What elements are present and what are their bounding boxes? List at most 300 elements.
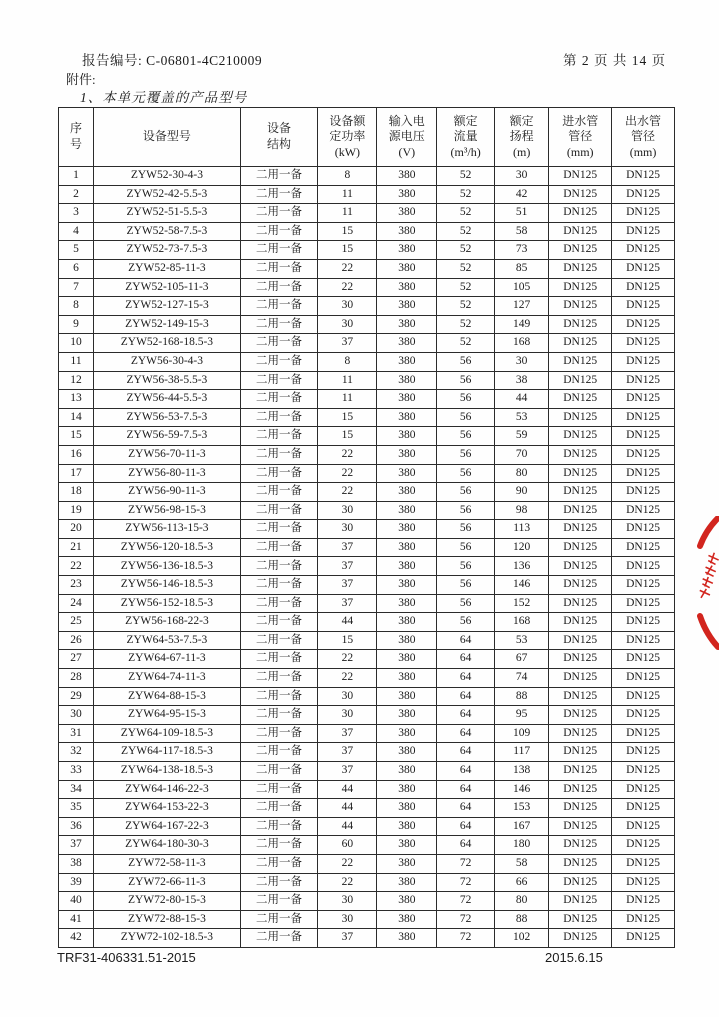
cell-rated-flow: 64	[437, 762, 495, 781]
cell-outlet-diameter: DN125	[612, 390, 675, 409]
cell-outlet-diameter: DN125	[612, 780, 675, 799]
cell-inlet-diameter: DN125	[549, 762, 612, 781]
cell-structure: 二用一备	[240, 669, 318, 688]
cell-index: 7	[59, 278, 94, 297]
table-row	[59, 278, 675, 297]
cell-rated-flow: 56	[437, 501, 495, 520]
table-row	[59, 464, 675, 483]
cell-model: ZYW52-58-7.5-3	[94, 222, 241, 241]
cell-input-voltage: 380	[377, 687, 437, 706]
table-row	[59, 445, 675, 464]
cell-outlet-diameter: DN125	[612, 408, 675, 427]
cell-index: 36	[59, 817, 94, 836]
cell-input-voltage: 380	[377, 576, 437, 595]
table-row	[59, 854, 675, 873]
cell-structure: 二用一备	[240, 892, 318, 911]
table-row	[59, 892, 675, 911]
cell-rated-power: 15	[318, 222, 377, 241]
cell-inlet-diameter: DN125	[549, 427, 612, 446]
table-row	[59, 929, 675, 948]
cell-index: 24	[59, 594, 94, 613]
cell-structure: 二用一备	[240, 352, 318, 371]
cell-input-voltage: 380	[377, 817, 437, 836]
cell-input-voltage: 380	[377, 185, 437, 204]
cell-rated-power: 44	[318, 780, 377, 799]
cell-rated-power: 22	[318, 669, 377, 688]
cell-index: 2	[59, 185, 94, 204]
cell-input-voltage: 380	[377, 873, 437, 892]
cell-outlet-diameter: DN125	[612, 167, 675, 186]
cell-rated-power: 30	[318, 501, 377, 520]
cell-input-voltage: 380	[377, 892, 437, 911]
cell-rated-flow: 56	[437, 538, 495, 557]
cell-rated-head: 42	[495, 185, 549, 204]
cell-rated-flow: 56	[437, 594, 495, 613]
table-row	[59, 222, 675, 241]
cell-input-voltage: 380	[377, 854, 437, 873]
cell-inlet-diameter: DN125	[549, 501, 612, 520]
cell-inlet-diameter: DN125	[549, 185, 612, 204]
cell-outlet-diameter: DN125	[612, 185, 675, 204]
cell-rated-flow: 56	[437, 483, 495, 502]
cell-rated-head: 168	[495, 334, 549, 353]
column-header-index: 序 号	[59, 108, 94, 167]
cell-model: ZYW56-44-5.5-3	[94, 390, 241, 409]
attachment-label: 附件:	[66, 72, 96, 87]
cell-rated-power: 30	[318, 706, 377, 725]
cell-rated-power: 44	[318, 799, 377, 818]
table-row	[59, 408, 675, 427]
table-row	[59, 352, 675, 371]
cell-model: ZYW72-88-15-3	[94, 910, 241, 929]
cell-rated-head: 30	[495, 352, 549, 371]
cell-rated-power: 22	[318, 259, 377, 278]
cell-outlet-diameter: DN125	[612, 445, 675, 464]
cell-index: 4	[59, 222, 94, 241]
cell-rated-head: 98	[495, 501, 549, 520]
cell-model: ZYW52-51-5.5-3	[94, 204, 241, 223]
cell-input-voltage: 380	[377, 631, 437, 650]
table-row	[59, 297, 675, 316]
cell-rated-head: 90	[495, 483, 549, 502]
cell-rated-head: 113	[495, 520, 549, 539]
cell-rated-power: 11	[318, 371, 377, 390]
cell-input-voltage: 380	[377, 706, 437, 725]
cell-rated-flow: 56	[437, 390, 495, 409]
cell-outlet-diameter: DN125	[612, 762, 675, 781]
cell-model: ZYW72-80-15-3	[94, 892, 241, 911]
cell-model: ZYW52-30-4-3	[94, 167, 241, 186]
cell-rated-head: 149	[495, 315, 549, 334]
cell-input-voltage: 380	[377, 167, 437, 186]
cell-rated-flow: 64	[437, 799, 495, 818]
table-row	[59, 185, 675, 204]
cell-outlet-diameter: DN125	[612, 297, 675, 316]
cell-model: ZYW56-70-11-3	[94, 445, 241, 464]
cell-inlet-diameter: DN125	[549, 483, 612, 502]
column-header-rated-power: 设备额 定功率 (kW)	[318, 108, 377, 167]
cell-outlet-diameter: DN125	[612, 910, 675, 929]
cell-rated-power: 8	[318, 352, 377, 371]
cell-outlet-diameter: DN125	[612, 892, 675, 911]
cell-index: 11	[59, 352, 94, 371]
cell-index: 39	[59, 873, 94, 892]
cell-outlet-diameter: DN125	[612, 557, 675, 576]
cell-rated-head: 58	[495, 854, 549, 873]
cell-input-voltage: 380	[377, 724, 437, 743]
column-header-rated-flow: 额定 流量 (m³/h)	[437, 108, 495, 167]
cell-outlet-diameter: DN125	[612, 631, 675, 650]
cell-outlet-diameter: DN125	[612, 464, 675, 483]
cell-rated-power: 37	[318, 576, 377, 595]
cell-inlet-diameter: DN125	[549, 241, 612, 260]
cell-structure: 二用一备	[240, 259, 318, 278]
cell-rated-flow: 72	[437, 910, 495, 929]
cell-outlet-diameter: DN125	[612, 799, 675, 818]
table-row	[59, 241, 675, 260]
cell-index: 37	[59, 836, 94, 855]
cell-structure: 二用一备	[240, 854, 318, 873]
cell-input-voltage: 380	[377, 259, 437, 278]
table-body	[59, 167, 675, 948]
cell-structure: 二用一备	[240, 501, 318, 520]
cell-rated-power: 8	[318, 167, 377, 186]
cell-rated-head: 152	[495, 594, 549, 613]
cell-input-voltage: 380	[377, 427, 437, 446]
cell-inlet-diameter: DN125	[549, 613, 612, 632]
cell-inlet-diameter: DN125	[549, 334, 612, 353]
cell-input-voltage: 380	[377, 557, 437, 576]
cell-model: ZYW56-120-18.5-3	[94, 538, 241, 557]
cell-outlet-diameter: DN125	[612, 873, 675, 892]
cell-inlet-diameter: DN125	[549, 854, 612, 873]
cell-model: ZYW56-146-18.5-3	[94, 576, 241, 595]
cell-rated-flow: 64	[437, 780, 495, 799]
cell-rated-power: 37	[318, 594, 377, 613]
cell-rated-head: 136	[495, 557, 549, 576]
cell-structure: 二用一备	[240, 557, 318, 576]
cell-index: 3	[59, 204, 94, 223]
table-row	[59, 836, 675, 855]
cell-rated-head: 88	[495, 687, 549, 706]
column-header-input-voltage: 输入电 源电压 (V)	[377, 108, 437, 167]
cell-inlet-diameter: DN125	[549, 408, 612, 427]
cell-structure: 二用一备	[240, 631, 318, 650]
cell-rated-flow: 56	[437, 371, 495, 390]
cell-inlet-diameter: DN125	[549, 204, 612, 223]
cell-input-voltage: 380	[377, 483, 437, 502]
cell-model: ZYW56-168-22-3	[94, 613, 241, 632]
cell-structure: 二用一备	[240, 799, 318, 818]
cell-structure: 二用一备	[240, 613, 318, 632]
cell-rated-flow: 72	[437, 873, 495, 892]
cell-index: 15	[59, 427, 94, 446]
cell-structure: 二用一备	[240, 687, 318, 706]
cell-inlet-diameter: DN125	[549, 669, 612, 688]
cell-index: 27	[59, 650, 94, 669]
cell-index: 5	[59, 241, 94, 260]
cell-inlet-diameter: DN125	[549, 222, 612, 241]
cell-model: ZYW64-180-30-3	[94, 836, 241, 855]
cell-rated-flow: 52	[437, 315, 495, 334]
cell-index: 22	[59, 557, 94, 576]
cell-model: ZYW56-30-4-3	[94, 352, 241, 371]
cell-inlet-diameter: DN125	[549, 910, 612, 929]
cell-rated-head: 74	[495, 669, 549, 688]
cell-rated-power: 30	[318, 910, 377, 929]
cell-inlet-diameter: DN125	[549, 464, 612, 483]
cell-inlet-diameter: DN125	[549, 687, 612, 706]
cell-rated-power: 22	[318, 650, 377, 669]
cell-input-voltage: 380	[377, 315, 437, 334]
cell-outlet-diameter: DN125	[612, 222, 675, 241]
table-row	[59, 873, 675, 892]
cell-structure: 二用一备	[240, 278, 318, 297]
cell-input-voltage: 380	[377, 910, 437, 929]
cell-rated-power: 37	[318, 929, 377, 948]
cell-input-voltage: 380	[377, 464, 437, 483]
cell-structure: 二用一备	[240, 297, 318, 316]
cell-outlet-diameter: DN125	[612, 427, 675, 446]
cell-index: 30	[59, 706, 94, 725]
cell-rated-power: 22	[318, 854, 377, 873]
cell-rated-flow: 64	[437, 669, 495, 688]
cell-outlet-diameter: DN125	[612, 854, 675, 873]
cell-input-voltage: 380	[377, 743, 437, 762]
cell-inlet-diameter: DN125	[549, 390, 612, 409]
cell-index: 42	[59, 929, 94, 948]
cell-inlet-diameter: DN125	[549, 780, 612, 799]
cell-structure: 二用一备	[240, 445, 318, 464]
cell-outlet-diameter: DN125	[612, 204, 675, 223]
cell-model: ZYW56-59-7.5-3	[94, 427, 241, 446]
cell-structure: 二用一备	[240, 836, 318, 855]
table-row	[59, 390, 675, 409]
cell-structure: 二用一备	[240, 520, 318, 539]
cell-model: ZYW56-90-11-3	[94, 483, 241, 502]
red-seal-stamp	[697, 516, 719, 650]
cell-inlet-diameter: DN125	[549, 576, 612, 595]
cell-rated-power: 37	[318, 743, 377, 762]
column-header-model: 设备型号	[94, 108, 241, 167]
cell-rated-flow: 64	[437, 687, 495, 706]
cell-outlet-diameter: DN125	[612, 352, 675, 371]
cell-model: ZYW64-117-18.5-3	[94, 743, 241, 762]
cell-index: 12	[59, 371, 94, 390]
cell-inlet-diameter: DN125	[549, 836, 612, 855]
cell-structure: 二用一备	[240, 241, 318, 260]
cell-structure: 二用一备	[240, 427, 318, 446]
table-row	[59, 520, 675, 539]
cell-rated-flow: 64	[437, 724, 495, 743]
report-number: 报告编号: C-06801-4C210009	[82, 53, 263, 68]
products-table-wrap	[58, 107, 675, 948]
cell-inlet-diameter: DN125	[549, 817, 612, 836]
table-row	[59, 650, 675, 669]
cell-model: ZYW56-152-18.5-3	[94, 594, 241, 613]
cell-rated-head: 105	[495, 278, 549, 297]
cell-index: 9	[59, 315, 94, 334]
table-row	[59, 762, 675, 781]
cell-model: ZYW52-168-18.5-3	[94, 334, 241, 353]
cell-model: ZYW64-109-18.5-3	[94, 724, 241, 743]
products-table	[58, 107, 675, 948]
cell-rated-power: 22	[318, 873, 377, 892]
cell-rated-flow: 72	[437, 929, 495, 948]
cell-input-voltage: 380	[377, 762, 437, 781]
cell-structure: 二用一备	[240, 780, 318, 799]
table-row	[59, 669, 675, 688]
cell-inlet-diameter: DN125	[549, 297, 612, 316]
cell-model: ZYW56-98-15-3	[94, 501, 241, 520]
cell-structure: 二用一备	[240, 650, 318, 669]
cell-inlet-diameter: DN125	[549, 650, 612, 669]
cell-rated-power: 30	[318, 297, 377, 316]
cell-outlet-diameter: DN125	[612, 483, 675, 502]
cell-rated-flow: 64	[437, 631, 495, 650]
table-head	[59, 108, 675, 167]
cell-rated-flow: 56	[437, 613, 495, 632]
cell-rated-head: 51	[495, 204, 549, 223]
cell-structure: 二用一备	[240, 538, 318, 557]
cell-inlet-diameter: DN125	[549, 724, 612, 743]
cell-rated-power: 37	[318, 334, 377, 353]
cell-inlet-diameter: DN125	[549, 315, 612, 334]
cell-inlet-diameter: DN125	[549, 594, 612, 613]
cell-rated-flow: 64	[437, 836, 495, 855]
table-row	[59, 501, 675, 520]
cell-outlet-diameter: DN125	[612, 613, 675, 632]
cell-index: 38	[59, 854, 94, 873]
cell-rated-head: 95	[495, 706, 549, 725]
cell-rated-power: 37	[318, 538, 377, 557]
cell-outlet-diameter: DN125	[612, 538, 675, 557]
cell-rated-power: 30	[318, 892, 377, 911]
table-row	[59, 706, 675, 725]
cell-inlet-diameter: DN125	[549, 743, 612, 762]
cell-structure: 二用一备	[240, 204, 318, 223]
cell-rated-flow: 64	[437, 650, 495, 669]
cell-rated-flow: 56	[437, 464, 495, 483]
cell-model: ZYW64-95-15-3	[94, 706, 241, 725]
table-row	[59, 334, 675, 353]
cell-structure: 二用一备	[240, 464, 318, 483]
cell-rated-flow: 52	[437, 297, 495, 316]
table-row	[59, 817, 675, 836]
cell-rated-flow: 56	[437, 427, 495, 446]
table-row	[59, 613, 675, 632]
table-row	[59, 204, 675, 223]
cell-rated-power: 37	[318, 557, 377, 576]
cell-inlet-diameter: DN125	[549, 520, 612, 539]
cell-structure: 二用一备	[240, 371, 318, 390]
cell-rated-power: 37	[318, 724, 377, 743]
cell-inlet-diameter: DN125	[549, 929, 612, 948]
cell-outlet-diameter: DN125	[612, 650, 675, 669]
cell-outlet-diameter: DN125	[612, 278, 675, 297]
cell-rated-power: 60	[318, 836, 377, 855]
cell-structure: 二用一备	[240, 576, 318, 595]
table-row	[59, 687, 675, 706]
cell-input-voltage: 380	[377, 297, 437, 316]
cell-rated-head: 80	[495, 464, 549, 483]
cell-rated-head: 138	[495, 762, 549, 781]
table-row	[59, 538, 675, 557]
cell-outlet-diameter: DN125	[612, 669, 675, 688]
cell-rated-head: 85	[495, 259, 549, 278]
cell-model: ZYW52-127-15-3	[94, 297, 241, 316]
cell-rated-head: 146	[495, 780, 549, 799]
cell-rated-head: 67	[495, 650, 549, 669]
cell-index: 1	[59, 167, 94, 186]
cell-index: 10	[59, 334, 94, 353]
cell-outlet-diameter: DN125	[612, 501, 675, 520]
cell-index: 41	[59, 910, 94, 929]
cell-rated-head: 153	[495, 799, 549, 818]
cell-inlet-diameter: DN125	[549, 167, 612, 186]
cell-model: ZYW64-88-15-3	[94, 687, 241, 706]
cell-input-voltage: 380	[377, 278, 437, 297]
cell-model: ZYW56-113-15-3	[94, 520, 241, 539]
cell-rated-power: 11	[318, 185, 377, 204]
cell-rated-flow: 52	[437, 278, 495, 297]
cell-outlet-diameter: DN125	[612, 594, 675, 613]
cell-rated-head: 167	[495, 817, 549, 836]
cell-rated-head: 117	[495, 743, 549, 762]
cell-rated-power: 15	[318, 631, 377, 650]
cell-index: 17	[59, 464, 94, 483]
column-header-rated-head: 额定 扬程 (m)	[495, 108, 549, 167]
cell-index: 23	[59, 576, 94, 595]
cell-rated-flow: 56	[437, 408, 495, 427]
cell-outlet-diameter: DN125	[612, 520, 675, 539]
cell-index: 19	[59, 501, 94, 520]
cell-rated-flow: 52	[437, 167, 495, 186]
cell-outlet-diameter: DN125	[612, 315, 675, 334]
cell-model: ZYW52-73-7.5-3	[94, 241, 241, 260]
cell-input-voltage: 380	[377, 445, 437, 464]
cell-structure: 二用一备	[240, 910, 318, 929]
cell-inlet-diameter: DN125	[549, 631, 612, 650]
cell-rated-head: 102	[495, 929, 549, 948]
cell-structure: 二用一备	[240, 222, 318, 241]
header-row	[59, 108, 675, 167]
cell-index: 21	[59, 538, 94, 557]
cell-rated-power: 22	[318, 483, 377, 502]
cell-structure: 二用一备	[240, 873, 318, 892]
cell-rated-flow: 56	[437, 557, 495, 576]
cell-index: 34	[59, 780, 94, 799]
table-row	[59, 724, 675, 743]
cell-rated-head: 80	[495, 892, 549, 911]
cell-rated-head: 109	[495, 724, 549, 743]
cell-index: 32	[59, 743, 94, 762]
cell-outlet-diameter: DN125	[612, 929, 675, 948]
cell-rated-power: 44	[318, 613, 377, 632]
cell-model: ZYW64-53-7.5-3	[94, 631, 241, 650]
cell-rated-head: 44	[495, 390, 549, 409]
cell-input-voltage: 380	[377, 222, 437, 241]
cell-rated-flow: 56	[437, 576, 495, 595]
table-row	[59, 631, 675, 650]
cell-index: 6	[59, 259, 94, 278]
cell-model: ZYW64-153-22-3	[94, 799, 241, 818]
table-row	[59, 799, 675, 818]
cell-rated-flow: 52	[437, 204, 495, 223]
cell-model: ZYW56-136-18.5-3	[94, 557, 241, 576]
table-row	[59, 315, 675, 334]
cell-rated-head: 53	[495, 408, 549, 427]
